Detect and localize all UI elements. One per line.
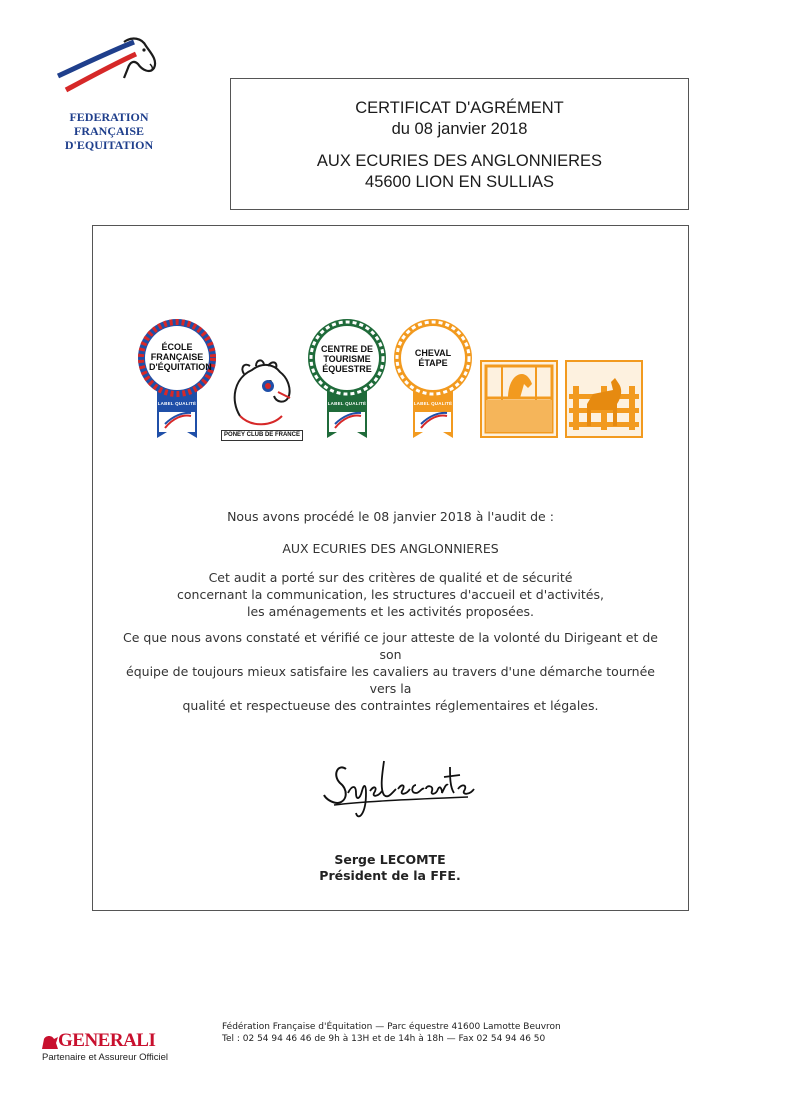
ecole-francaise-text bbox=[149, 342, 212, 372]
tourisme-equestre-text bbox=[319, 344, 375, 374]
signer-name: Serge LECOMTE bbox=[334, 852, 446, 867]
generali-name: GENERALI bbox=[58, 1030, 156, 1051]
cheval-etape-tag: LABEL QUALITÉ bbox=[413, 401, 453, 406]
footer-address: Fédération Française d'Équitation — Parc équestre 41600 Lamotte Beuvron bbox=[222, 1022, 561, 1032]
audit-criteria-line1: Cet audit a porté sur des critères de qualité et de sécurité bbox=[208, 570, 573, 585]
tourisme-equestre-seal-icon bbox=[307, 318, 387, 440]
badge-tourisme-equestre bbox=[307, 318, 387, 440]
horse-pasture-icon bbox=[565, 360, 643, 438]
cheval-etape-seal-icon bbox=[393, 318, 473, 440]
audited-stable-name: AUX ECURIES DES ANGLONNIERES bbox=[282, 541, 499, 556]
cheval-etape-text-line2: ÉTAPE bbox=[418, 358, 448, 368]
tourisme-equestre-text-line3: ÉQUESTRE bbox=[322, 364, 372, 374]
ecole-francaise-tag: LABEL QUALITÉ bbox=[157, 401, 197, 406]
audit-criteria-line3: les aménagements et les activités proposées. bbox=[246, 604, 535, 619]
certificate-date: du 08 janvier 2018 bbox=[391, 120, 528, 138]
federation-name bbox=[34, 110, 184, 152]
poney-head-icon bbox=[222, 356, 302, 430]
badge-poney-club bbox=[222, 356, 302, 430]
audit-conclusion-line2: équipe de toujours mieux satisfaire les cavaliers au travers d'une démarche tournée vers la bbox=[126, 664, 655, 696]
audit-criteria-paragraph bbox=[120, 569, 661, 620]
audit-intro: Nous avons procédé le 08 janvier 2018 à l'audit de : bbox=[227, 509, 554, 524]
horse-stable-icon bbox=[480, 360, 558, 438]
signer-title: Président de la FFE. bbox=[319, 868, 461, 883]
tourisme-equestre-tag: LABEL QUALITÉ bbox=[327, 401, 367, 406]
generali-logo bbox=[40, 1030, 175, 1070]
tourisme-equestre-text-line2: TOURISME bbox=[323, 354, 371, 364]
certificate-title: CERTIFICAT D'AGRÉMENT bbox=[355, 99, 564, 117]
badge-cheval-etape bbox=[393, 318, 473, 440]
footer-phone: Tel : 02 54 94 46 46 de 9h à 13H et de 14h à 18h — Fax 02 54 94 46 50 bbox=[222, 1034, 546, 1044]
establishment-name: AUX ECURIES DES ANGLONNIERES bbox=[316, 152, 603, 170]
cheval-etape-text bbox=[405, 348, 461, 368]
federation-name-line2: D'EQUITATION bbox=[64, 138, 154, 152]
cheval-etape-text-line1: CHEVAL bbox=[414, 348, 452, 358]
badge-ecole-francaise bbox=[137, 318, 217, 440]
generali-lion-icon bbox=[40, 1033, 60, 1051]
pasture-pictogram bbox=[565, 360, 643, 438]
generali-tagline: Partenaire et Assureur Officiel bbox=[42, 1052, 169, 1063]
audit-conclusion-line1: Ce que nous avons constaté et vérifié ce jour atteste de la volonté du Dirigeant et de son bbox=[123, 630, 658, 662]
signature-icon bbox=[318, 755, 478, 830]
ecole-francaise-seal-icon bbox=[137, 318, 217, 440]
audit-conclusion-paragraph bbox=[120, 629, 661, 714]
ecole-francaise-text-line2: FRANÇAISE bbox=[150, 352, 204, 362]
audit-conclusion-line3: qualité et respectueuse des contraintes réglementaires et légales. bbox=[182, 698, 599, 713]
handwritten-signature bbox=[318, 755, 478, 830]
ecole-francaise-text-line3: D'ÉQUITATION bbox=[149, 362, 212, 372]
certificate-title-box bbox=[230, 78, 689, 210]
ffe-logo bbox=[34, 28, 184, 152]
horse-head-logo-icon bbox=[54, 34, 164, 94]
ecole-francaise-text-line1: ÉCOLE bbox=[161, 342, 193, 352]
tourisme-equestre-text-line1: CENTRE DE bbox=[320, 344, 373, 354]
audit-criteria-line2: concernant la communication, les structures d'accueil et d'activités, bbox=[177, 587, 604, 602]
poney-club-label: PONEY CLUB DE FRANCE bbox=[221, 430, 303, 441]
federation-name-line1: FEDERATION FRANÇAISE bbox=[69, 110, 149, 138]
establishment-address: 45600 LION EN SULLIAS bbox=[365, 173, 554, 191]
stable-box-pictogram bbox=[480, 360, 558, 438]
